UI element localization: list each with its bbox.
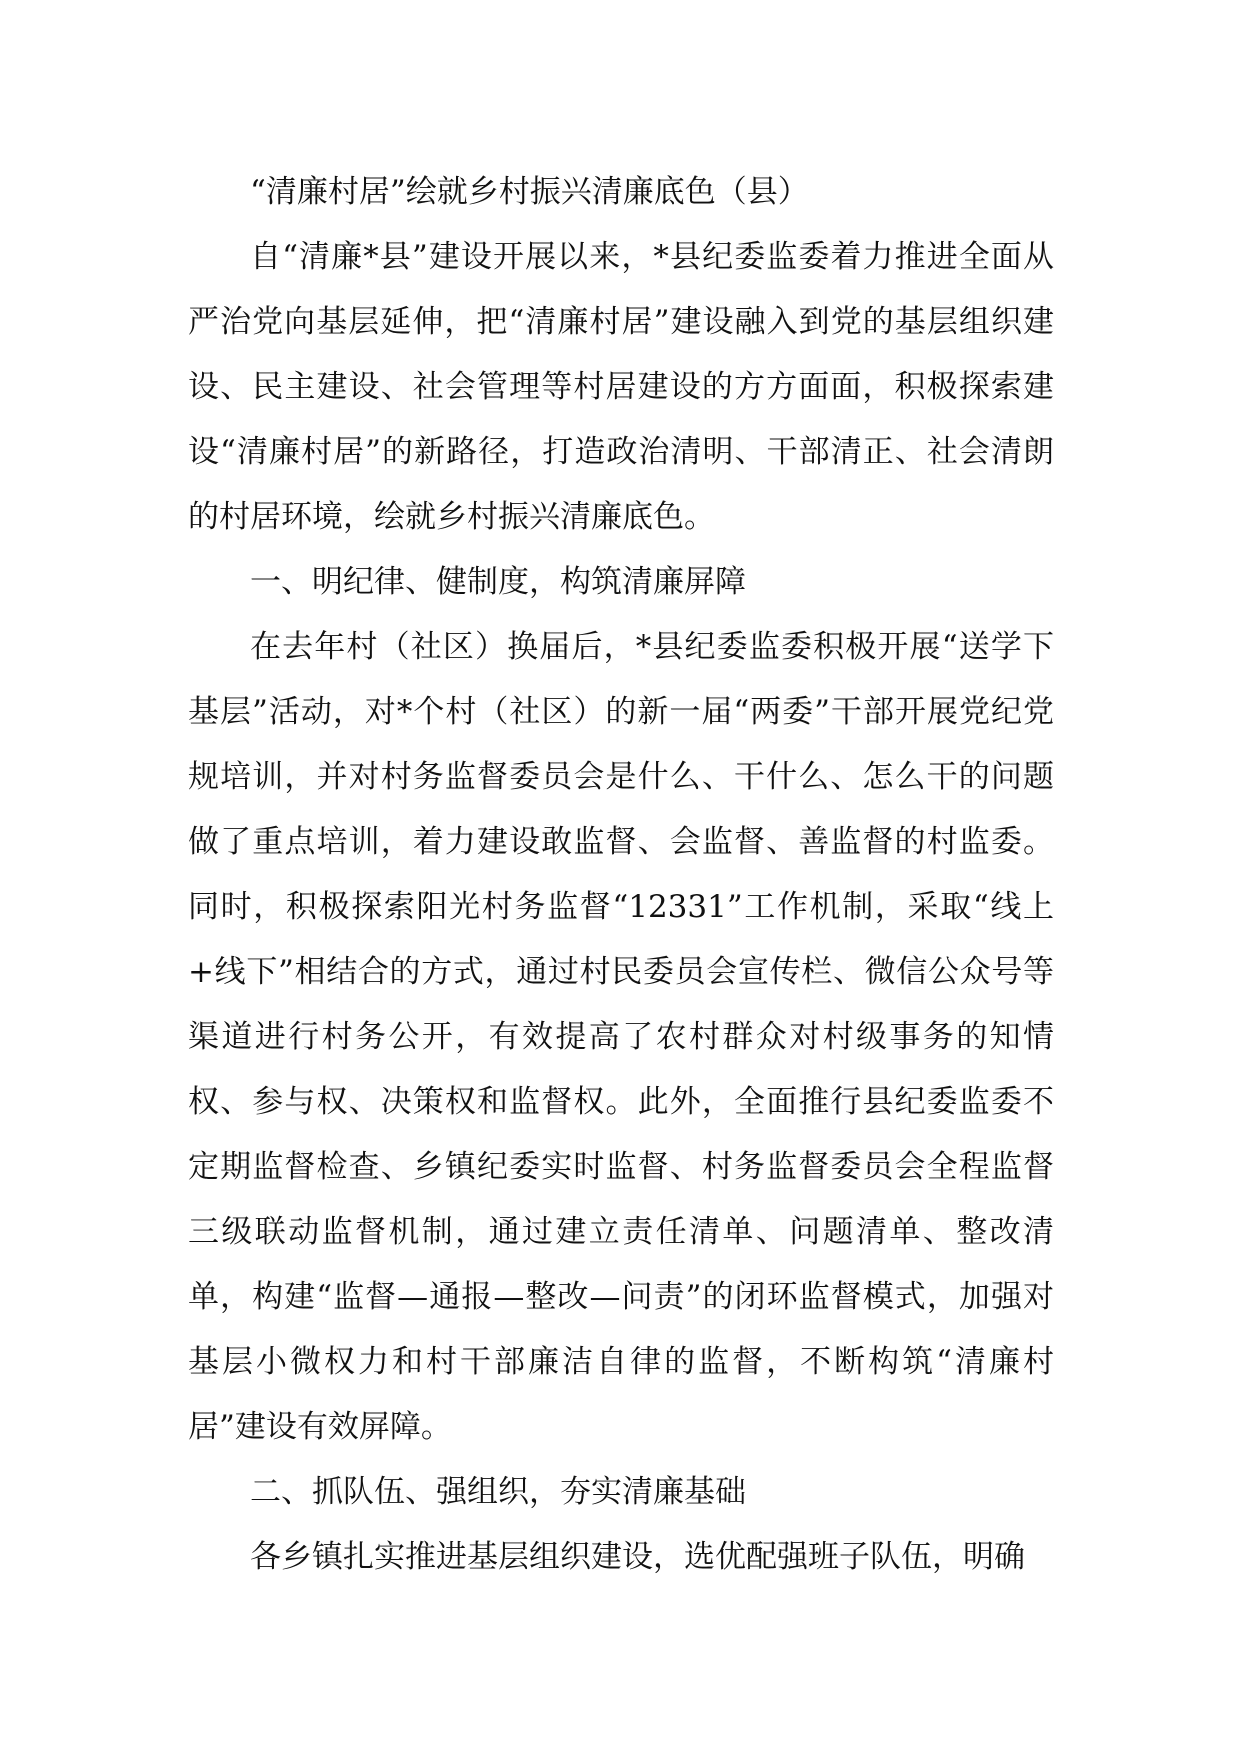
section-heading-2: 二、抓队伍、强组织，夯实清廉基础 <box>250 1474 746 1510</box>
document-title: “清廉村居”绘就乡村振兴清廉底色（县） <box>250 174 809 210</box>
intro-paragraph: 自“清廉*县”建设开展以来，*县纪委监委着力推进全面从严治党向基层延伸，把“清廉村居”建设融入到党的基层组织建设、民主建设、社会管理等村居建设的方方面面，积极探索建设“清廉村居”的新路径，打造政治清明、干部清正、社会清朗的村居环境，绘就乡村振兴清廉底色。 <box>188 239 1054 535</box>
section-2-paragraph: 各乡镇扎实推进基层组织建设，选优配强班子队伍，明确 <box>250 1539 1025 1575</box>
section-1-paragraph: 在去年村（社区）换届后，*县纪委监委积极开展“送学下基层”活动，对*个村（社区）的新一届“两委”干部开展党纪党规培训，并对村务监督委员会是什么、干什么、怎么干的问题做了重点培训，着力建设敢监督、会监督、善监督的村监委。同时，积极探索阳光村务监督“12331”工作机制，采取“线上+线下”相结合的方式，通过村民委员会宣传栏、微信公众号等渠道进行村务公开，有效提高了农村群众对村级事务的知情权、参与权、决策权和监督权。此外，全面推行县纪委监委不定期监督检查、乡镇纪委实时监督、村务监督委员会全程监督三级联动监督机制，通过建立责任清单、问题清单、整改清单，构建“监督—通报—整改—问责”的闭环监督模式，加强对基层小微权力和村干部廉洁自律的监督，不断构筑“清廉村居”建设有效屏障。 <box>188 629 1054 1445</box>
section-heading-1: 一、明纪律、健制度，构筑清廉屏障 <box>250 564 746 600</box>
document-body <box>188 160 1054 1590</box>
